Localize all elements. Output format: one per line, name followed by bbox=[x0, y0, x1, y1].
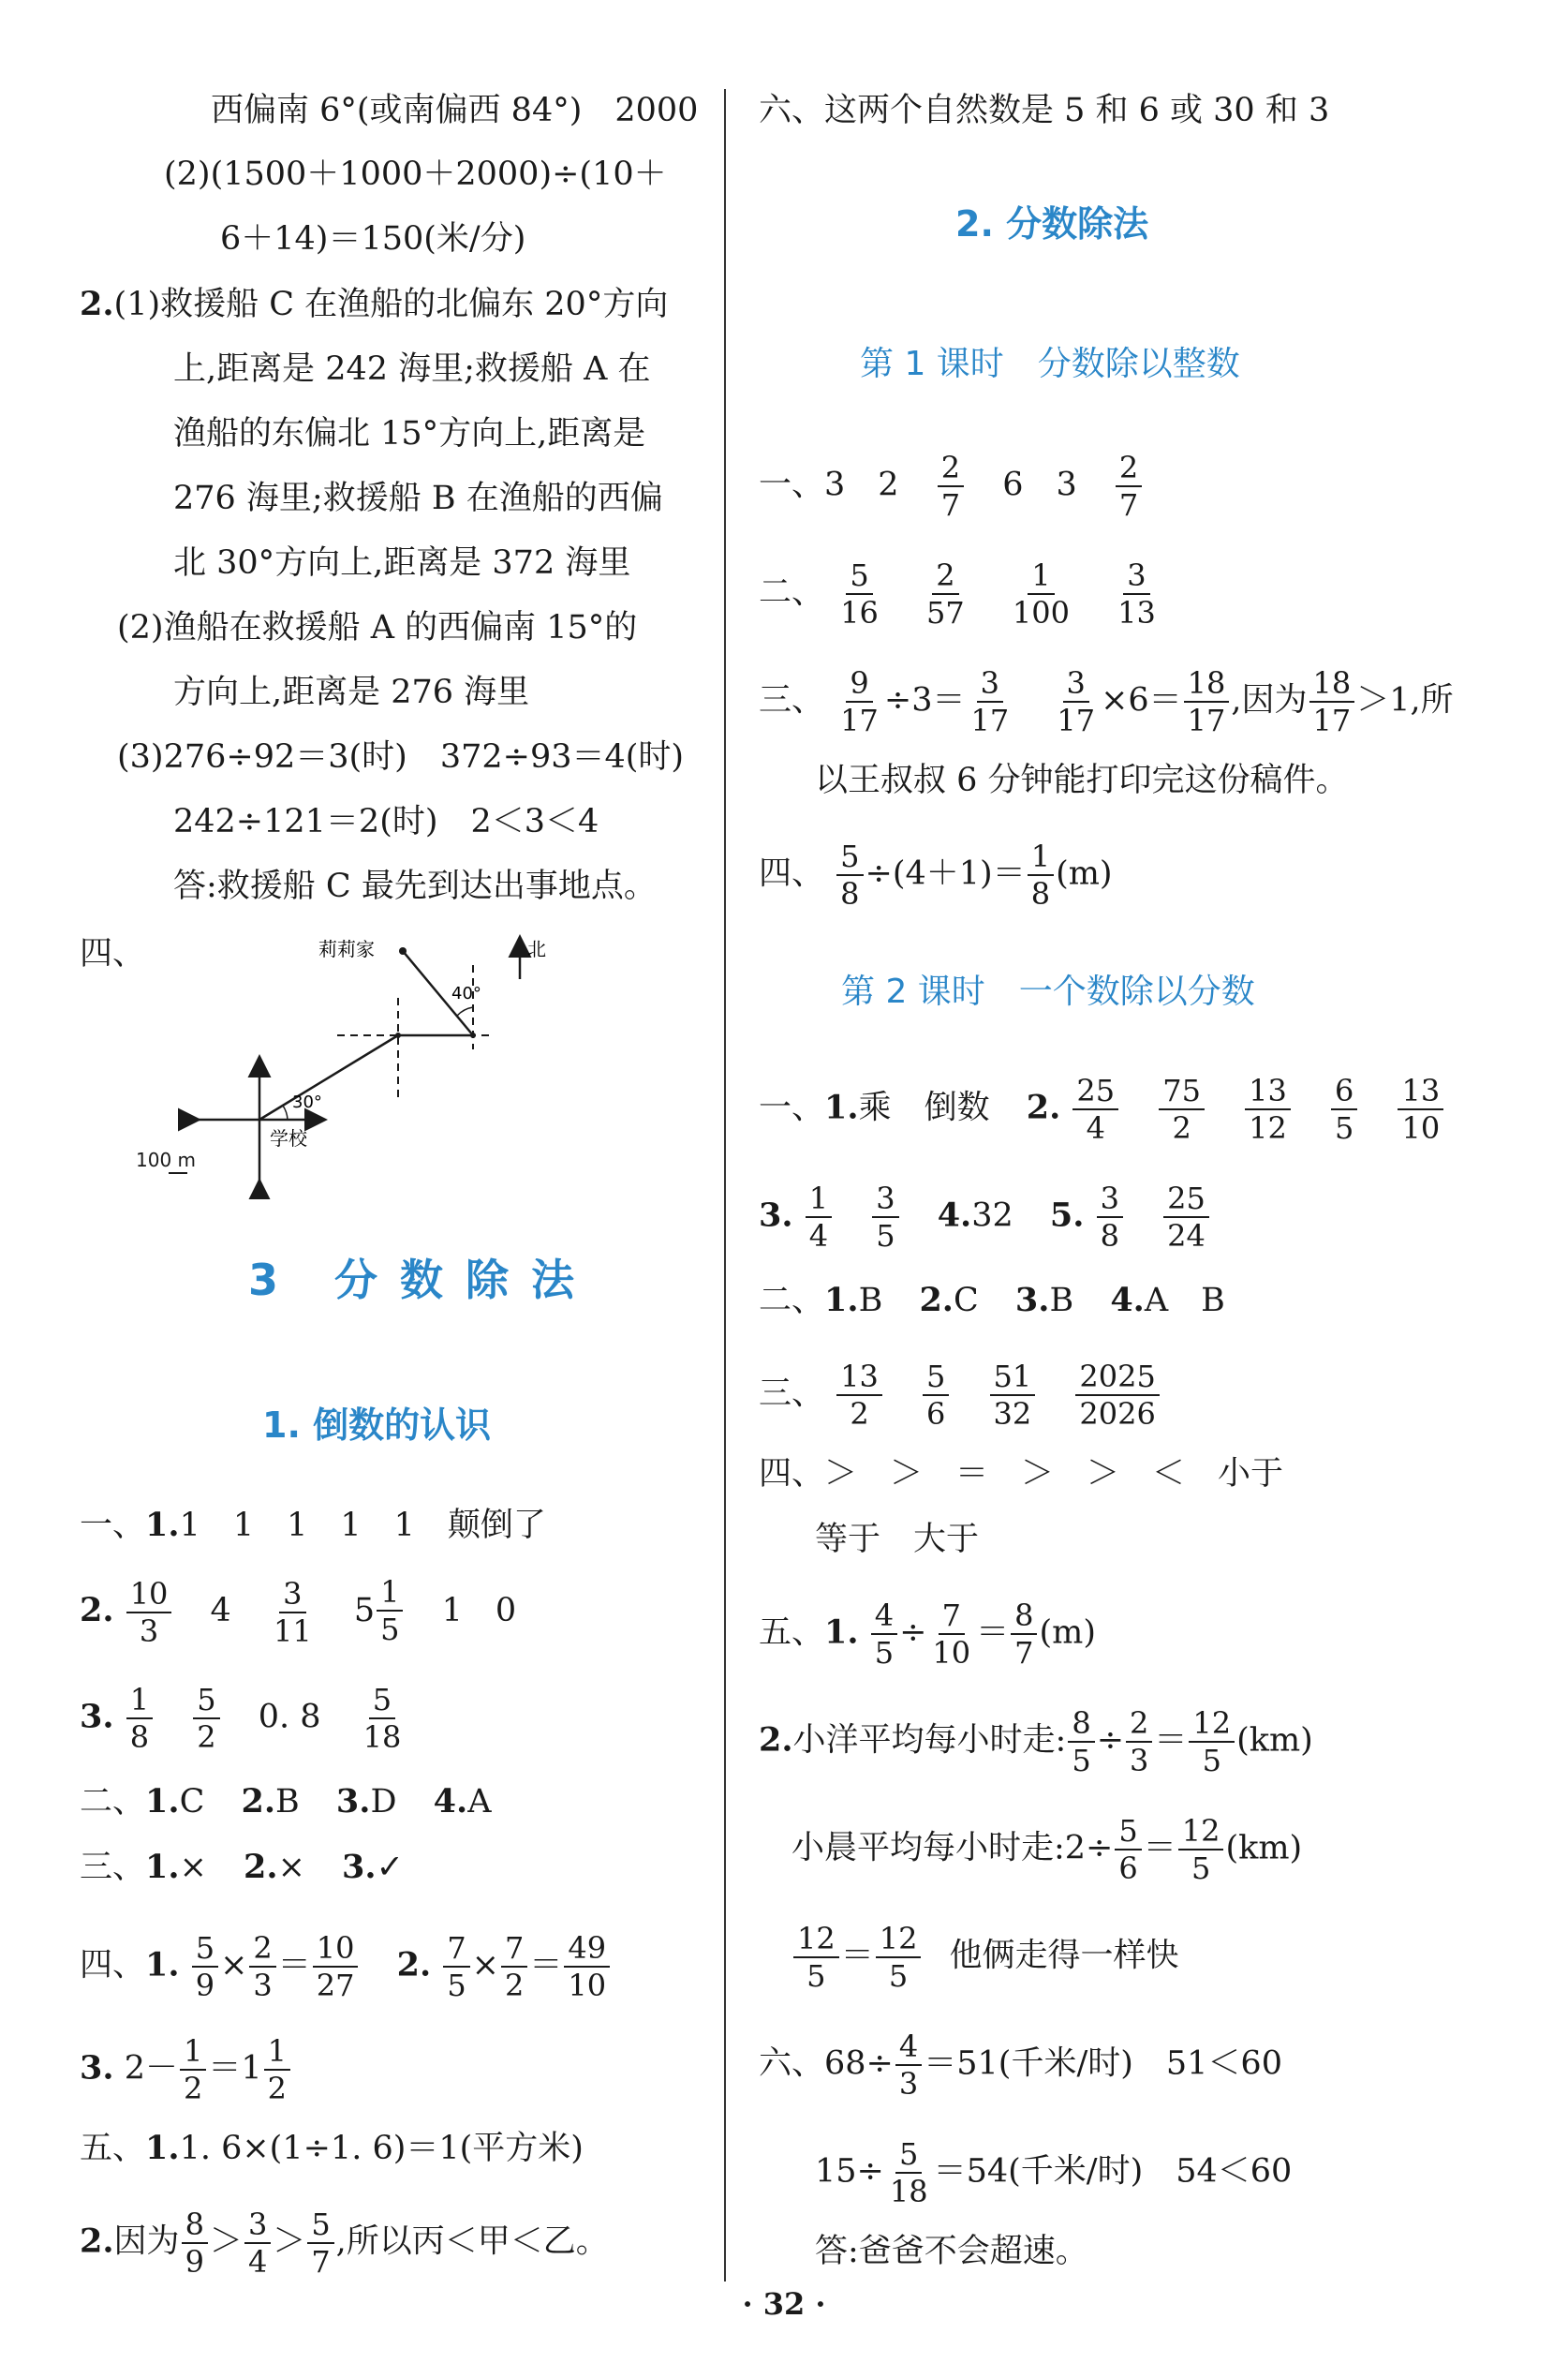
question-number: 2. bbox=[80, 285, 114, 323]
q-five-2a: 2.小洋平均每小时走: $\frac{8}{5}$ ÷ $\frac{2}{3}$ ＝ $\frac{12}{5}$ (km) bbox=[759, 1705, 1313, 1778]
fraction: $\frac{10}{3}$ bbox=[126, 1576, 172, 1649]
corner-point bbox=[470, 1033, 476, 1038]
s1-section-five-1: 五、1.1. 6×(1÷1. 6)＝1(平方米) bbox=[80, 2129, 584, 2167]
label-angle-30: 30° bbox=[292, 1092, 322, 1112]
angle-arc-40 bbox=[457, 1007, 473, 1016]
s1-item-3: 3. $\frac{1}{8}$ $\frac{5}{2}$ 0. 8 $\frac{5}{18}$ bbox=[80, 1682, 407, 1755]
unit-number: 3 bbox=[248, 1255, 283, 1305]
left-line-1: 西偏南 6°(或南偏西 84°) 2000 bbox=[211, 92, 699, 129]
q-five-2c: $\frac{12}{5}$ ＝ $\frac{12}{5}$ 他俩走得一样快 bbox=[791, 1921, 1178, 1994]
q-one: 一、1.乘 倒数 2. $\frac{25}{4}$ $\frac{75}{2}$ $\frac{13}{12}$ $\frac{6}{5}$ $\frac{13}{10}$ bbox=[759, 1073, 1445, 1146]
home-point bbox=[399, 947, 407, 955]
q2-part3-line2: 242÷121＝2(时) 2＜3＜4 bbox=[173, 803, 599, 840]
q-six-2: 15÷ $\frac{5}{18}$ ＝54(千米/时) 54＜60 bbox=[815, 2136, 1293, 2209]
fraction: $\frac{5}{2}$ bbox=[193, 1682, 219, 1755]
right-six: 六、这两个自然数是 5 和 6 或 30 和 3 bbox=[759, 92, 1330, 129]
q2-part1-line2: 上,距离是 242 海里;救援船 A 在 bbox=[173, 350, 651, 388]
q2-part2-line2: 方向上,距离是 276 海里 bbox=[173, 674, 530, 711]
q-four-line2: 等于 大于 bbox=[815, 1521, 980, 1558]
q2-part1-line1 bbox=[80, 283, 668, 326]
fraction: $\frac{5}{18}$ bbox=[362, 1682, 402, 1755]
answer-text: (1)救援船 C 在渔船的北偏东 20°方向 bbox=[113, 286, 669, 323]
label-home: 莉莉家 bbox=[318, 938, 375, 960]
q-four-line1: 四、＞ ＞ ＝ ＞ ＞ ＜ 小于 bbox=[759, 1455, 1284, 1493]
left-line-2: (2)(1500＋1000＋2000)÷(10＋ bbox=[164, 156, 667, 193]
q-five-2b: 小晨平均每小时走:2÷ $\frac{5}{6}$ ＝ $\frac{12}{5}$ (km) bbox=[791, 1813, 1303, 1886]
section-2-title: 2. 分数除法 bbox=[955, 203, 1149, 245]
q-six-answer: 答:爸爸不会超速。 bbox=[815, 2233, 1088, 2270]
r-three-line2: 以王叔叔 6 分钟能打印完这份稿件。 bbox=[815, 762, 1349, 799]
s1-section-four-3: 3. 2－ $\frac{1}{2}$ ＝1 $\frac{1}{2}$ bbox=[80, 2033, 292, 2106]
s1-section-two: 二、1.C 2.B 3.D 4.A bbox=[80, 1782, 492, 1821]
q-five-1: 五、1. $\frac{4}{5}$ ÷ $\frac{7}{10}$ ＝ $\frac{8}{7}$ (m) bbox=[759, 1598, 1096, 1671]
label-school: 学校 bbox=[270, 1127, 307, 1150]
s1-item-2: 2. $\frac{10}{3}$ 4 $\frac{3}{11}$ 5 $\frac{1}{5}$ 1 0 bbox=[80, 1574, 517, 1649]
s1-section-four: 四、1. $\frac{5}{9}$ × $\frac{2}{3}$ ＝ $\frac{10}{27}$ 2. $\frac{7}{5}$ × $\frac{7}{2}$ ＝ $\frac{49}{10}$ bbox=[80, 1930, 612, 2003]
q-one-b: 3. $\frac{1}{4}$ $\frac{3}{5}$ 4.32 5. $\frac{3}{8}$ $\frac{25}{24}$ bbox=[759, 1181, 1211, 1254]
q2-part2-line1: (2)渔船在救援船 A 的西偏南 15°的 bbox=[117, 609, 638, 647]
left-line-3: 6＋14)＝150(米/分) bbox=[220, 220, 526, 258]
q2-part1-line4: 276 海里;救援船 B 在渔船的西偏 bbox=[173, 480, 663, 517]
q2-part3-line1: (3)276÷92＝3(时) 372÷93＝4(时) bbox=[117, 738, 685, 776]
section-four-label: 四、 bbox=[80, 935, 146, 973]
fraction: $\frac{3}{11}$ bbox=[273, 1575, 312, 1649]
r-two: 二、 $\frac{5}{16}$ $\frac{2}{57}$ $\frac{1}{100}$ $\frac{3}{13}$ bbox=[759, 557, 1156, 631]
unit-name: 分 数 除 法 bbox=[334, 1255, 579, 1305]
unit-title bbox=[248, 1246, 578, 1308]
q2-part1-line5: 北 30°方向上,距离是 372 海里 bbox=[173, 544, 631, 582]
q-three: 三、 $\frac{13}{2}$ $\frac{5}{6}$ $\frac{51}{32}$ $\frac{2025}{2026}$ bbox=[759, 1359, 1161, 1432]
s1-section-five-2: 2.因为 $\frac{8}{9}$ ＞ $\frac{3}{4}$ ＞ $\frac{5}{7}$ ,所以丙＜甲＜乙。 bbox=[80, 2207, 609, 2280]
q-two: 二、1.B 2.C 3.B 4.A B bbox=[759, 1281, 1225, 1319]
r-one: 一、3 2 $\frac{2}{7}$ 6 3 $\frac{2}{7}$ bbox=[759, 450, 1144, 523]
fraction: $\frac{1}{8}$ bbox=[126, 1682, 153, 1755]
s1-item-1: 一、1.1 1 1 1 1 颠倒了 bbox=[80, 1506, 546, 1544]
q2-answer: 答:救援船 C 最先到达出事地点。 bbox=[173, 868, 657, 905]
angle-arc-30 bbox=[283, 1106, 288, 1120]
lesson-2-title: 第 2 课时 一个数除以分数 bbox=[841, 973, 1255, 1011]
lesson-1-title: 第 1 课时 分数除以整数 bbox=[860, 345, 1240, 383]
r-four: 四、 $\frac{5}{8}$ ÷(4＋1)＝ $\frac{1}{8}$ (m) bbox=[759, 839, 1113, 912]
mixed-number: 5 $\frac{1}{5}$ bbox=[354, 1574, 406, 1647]
r-three: 三、 $\frac{9}{17}$ ÷3＝ $\frac{3}{17}$ $\frac{3}{17}$ ×6＝ $\frac{18}{17}$ ,因为 $\frac{18}{17}$ ＞1,所 bbox=[759, 665, 1454, 738]
page-number: · 32 · bbox=[742, 2286, 826, 2322]
direction-diagram bbox=[169, 928, 581, 1199]
route-segment-1 bbox=[259, 1035, 398, 1120]
label-north: 北 bbox=[527, 938, 546, 960]
s1-section-three: 三、1.× 2.× 3.✓ bbox=[80, 1848, 404, 1886]
section-1-title: 1. 倒数的认识 bbox=[262, 1405, 492, 1446]
turn-point bbox=[395, 1033, 401, 1038]
column-divider bbox=[724, 89, 726, 2281]
scale-label: 100 m bbox=[136, 1149, 197, 1171]
label-angle-40: 40° bbox=[451, 984, 481, 1003]
q-six-1: 六、68÷ $\frac{4}{3}$ ＝51(千米/时) 51＜60 bbox=[759, 2029, 1282, 2102]
q2-part1-line3: 渔船的东偏北 15°方向上,距离是 bbox=[173, 415, 646, 453]
